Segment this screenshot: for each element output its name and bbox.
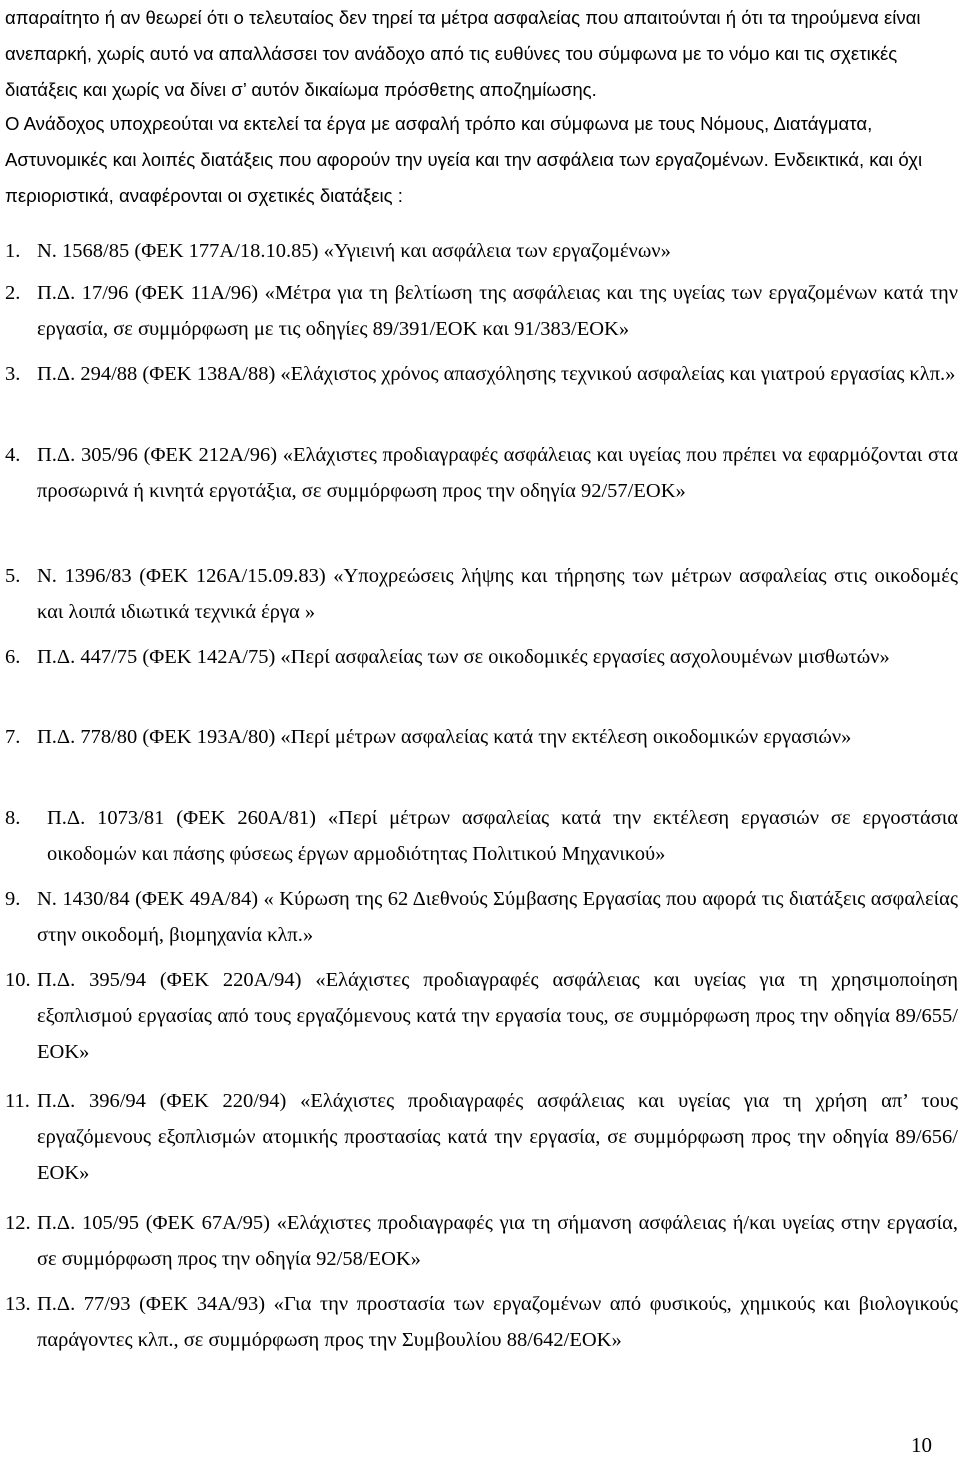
- list-item-text: Ν. 1568/85 (ΦΕΚ 177Α/18.10.85) «Υγιεινή και ασφάλεια των εργαζομένων»: [37, 240, 671, 262]
- list-item: [5, 558, 958, 630]
- list-item: [5, 639, 958, 675]
- list-item: [5, 233, 958, 269]
- list-item: [5, 962, 958, 1070]
- list-item-number: 12.: [5, 1212, 31, 1234]
- list-item-number: 10.: [5, 969, 31, 991]
- list-item-number: 7.: [5, 726, 21, 748]
- list-item-number: 4.: [5, 444, 21, 466]
- list-item-text: Π.Δ. 778/80 (ΦΕΚ 193Α/80) «Περί μέτρων ασφαλείας κατά την εκτέλεση οικοδομικών εργασιών»: [37, 726, 852, 748]
- list-item-text: Π.Δ. 294/88 (ΦΕΚ 138Α/88) «Ελάχιστος χρόνος απασχόλησης τεχνικού ασφαλείας και γιατρού εργασίας κλπ.»: [37, 363, 956, 385]
- list-item: [5, 1083, 958, 1191]
- list-item-number: 2.: [5, 282, 21, 304]
- list-item: [5, 1205, 958, 1277]
- page-number: 10: [911, 1433, 932, 1457]
- list-item: [5, 719, 958, 755]
- list-item-number: 11.: [5, 1090, 30, 1112]
- list-item: [5, 437, 958, 509]
- list-item-text: Π.Δ. 395/94 (ΦΕΚ 220Α/94) «Ελάχιστες προδιαγραφές ασφάλειας και υγείας για τη χρησιμοποίηση εξοπλισμού εργασίας από τους εργαζόμενους κατά την εργασία τους, σε συμμόρφωση προς την οδηγία 89/655/ΕΟΚ»: [37, 969, 958, 1063]
- list-item-number: 13.: [5, 1293, 31, 1315]
- list-item-text: Π.Δ. 17/96 (ΦΕΚ 11Α/96) «Μέτρα για τη βελτίωση της ασφάλειας και της υγείας των εργαζομένων κατά την εργασία, σε συμμόρφωση με τις οδηγίες 89/391/ΕΟΚ και 91/383/ΕΟΚ»: [37, 282, 958, 340]
- list-item-text: Π.Δ. 447/75 (ΦΕΚ 142Α/75) «Περί ασφαλείας των σε οικοδομικές εργασίες ασχολουμένων μισθωτών»: [37, 646, 890, 668]
- list-item: [5, 800, 958, 872]
- list-item-number: 5.: [5, 565, 21, 587]
- intro-paragraph: απαραίτητο ή αν θεωρεί ότι ο τελευταίος δεν τηρεί τα μέτρα ασφαλείας που απαιτούνται ή ότι τα τηρούμενα είναι ανεπαρκή, χωρίς αυτό να απαλλάσσει τον ανάδοχο από τις ευθύνες του σύμφωνα με το νόμο και τις σχετικές διατάξεις και χωρίς να δίνει σ’ αυτόν δικαίωμα πρόσθετης αποζημίωσης.: [5, 7, 921, 100]
- list-item-number: 3.: [5, 363, 21, 385]
- list-item-number: 9.: [5, 888, 21, 910]
- list-item-number: 6.: [5, 646, 21, 668]
- list-item-text: Ν. 1396/83 (ΦΕΚ 126Α/15.09.83) «Υποχρεώσεις λήψης και τήρησης των μέτρων ασφαλείας στις οικοδομές και λοιπά ιδιωτικά τεχνικά έργα »: [37, 565, 958, 623]
- list-item-number: 1.: [5, 240, 21, 262]
- list-item-text: Π.Δ. 396/94 (ΦΕΚ 220/94) «Ελάχιστες προδιαγραφές ασφάλειας και υγείας για τη χρήση απ’ τους εργαζόμενους εξοπλισμών ατομικής προστασίας κατά την εργασία, σε συμμόρφωση προς την οδηγία 89/656/ΕΟΚ»: [37, 1090, 958, 1184]
- list-item-text: Π.Δ. 305/96 (ΦΕΚ 212Α/96) «Ελάχιστες προδιαγραφές ασφάλειας και υγείας που πρέπει να εφαρμόζονται στα προσωρινά ή κινητά εργοτάξια, σε συμμόρφωση προς την οδηγία 92/57/ΕΟΚ»: [37, 444, 958, 502]
- list-item: [5, 275, 958, 347]
- list-item-text: Π.Δ. 1073/81 (ΦΕΚ 260Α/81) «Περί μέτρων ασφαλείας κατά την εκτέλεση εργασιών σε εργοστάσια οικοδομών και πάσης φύσεως έργων αρμοδιότητας Πολιτικού Μηχανικού»: [47, 807, 958, 865]
- lead-paragraph: Ο Ανάδοχος υποχρεούται να εκτελεί τα έργα με ασφαλή τρόπο και σύμφωνα με τους Νόμους, Διατάγματα, Αστυνομικές και λοιπές διατάξεις που αφορούν την υγεία και την ασφάλεια των εργαζομένων. Ενδεικτικά, και όχι περιοριστικά, αναφέρονται οι σχετικές διατάξεις :: [5, 113, 923, 206]
- list-item: [5, 1286, 958, 1358]
- list-item: [5, 356, 958, 392]
- list-item-number: 8.: [5, 807, 21, 829]
- list-item-text: Π.Δ. 105/95 (ΦΕΚ 67Α/95) «Ελάχιστες προδιαγραφές για τη σήμανση ασφάλειας ή/και υγείας στην εργασία, σε συμμόρφωση προς την οδηγία 92/58/ΕΟΚ»: [37, 1212, 958, 1270]
- list-item-text: Π.Δ. 77/93 (ΦΕΚ 34Α/93) «Για την προστασία των εργαζομένων από φυσικούς, χημικούς και βιολογικούς παράγοντες κλπ., σε συμμόρφωση προς την Συμβουλίου 88/642/ΕΟΚ»: [37, 1293, 958, 1351]
- list-item-text: Ν. 1430/84 (ΦΕΚ 49Α/84) « Κύρωση της 62 Διεθνούς Σύμβασης Εργασίας που αφορά τις διατάξεις ασφαλείας στην οικοδομή, βιομηχανία κλπ.»: [37, 888, 958, 946]
- list-item: [5, 881, 958, 953]
